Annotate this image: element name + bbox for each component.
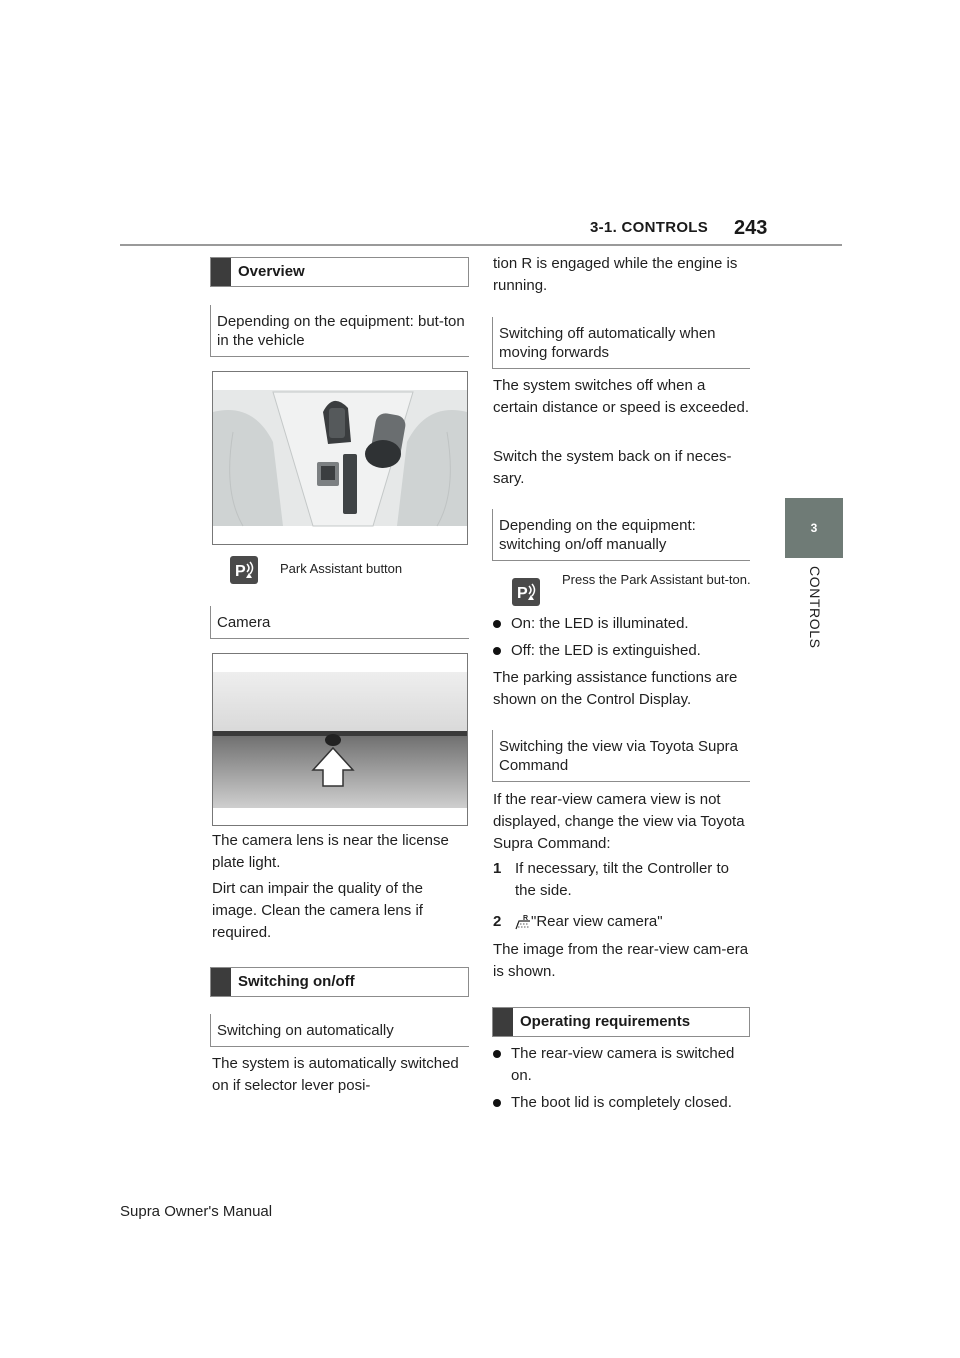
view-subheading: Switching the view via Toyota Supra Command (492, 730, 750, 782)
camera-paragraph-1: The camera lens is near the license plate light. (212, 832, 449, 871)
image-shown-paragraph: The image from the rear-view cam-era is shown. (493, 941, 749, 980)
requirement-1: The rear-view camera is switched on. (493, 1043, 751, 1087)
chapter-tab: 3 (785, 498, 843, 558)
bullet-on: On: the LED is illuminated. (493, 613, 751, 635)
step-2-number: 2 (493, 913, 502, 930)
bullet-dot (493, 620, 501, 628)
park-assist-icon (230, 556, 258, 584)
section-title: 3-1. CONTROLS (590, 219, 709, 236)
bullet-dot (493, 647, 501, 655)
console-drawing (213, 372, 467, 544)
press-caption: Press the Park Assistant but-ton. (562, 572, 751, 587)
auto-off-paragraph-2: Switch the system back on if neces-sary. (493, 448, 732, 487)
auto-on-paragraph: The system is automatically switched on if selector lever posi- (212, 1055, 459, 1094)
continued-paragraph: tion R is engaged while the engine is running. (493, 255, 738, 294)
camera-drawing (213, 654, 467, 825)
svg-text:P: P (517, 585, 528, 602)
camera-subheading: Camera (210, 606, 469, 639)
step-1-text: If necessary, tilt the Controller to the side. (515, 860, 729, 899)
svg-text:P: P (235, 563, 246, 580)
step-2 (493, 911, 751, 933)
step-1 (493, 858, 751, 902)
switching-heading: Switching on/off (210, 967, 469, 997)
camera-paragraph-2: Dirt can impair the quality of the image. Clean the camera lens if required. (212, 880, 423, 941)
park-assist-caption: Park Assistant button (280, 561, 403, 576)
requirement-2: The boot lid is completely closed. (493, 1092, 751, 1114)
bullet-dot (493, 1099, 501, 1107)
console-illustration (212, 371, 468, 545)
bullet-dot (493, 1050, 501, 1058)
overview-subheading: Depending on the equipment: but-ton in the vehicle (210, 305, 469, 357)
requirements-heading: Operating requirements (492, 1007, 750, 1037)
manual-subheading: Depending on the equipment: switching on/off manually (492, 509, 750, 561)
page-number: 243 (734, 217, 768, 239)
functions-paragraph: The parking assistance functions are shown on the Control Display. (493, 669, 738, 708)
park-assist-button-icon (512, 578, 540, 606)
camera-illustration (212, 653, 468, 826)
view-paragraph: If the rear-view camera view is not displayed, change the view via Toyota Supra Command: (493, 791, 745, 852)
header-rule (120, 244, 842, 246)
step-1-number: 1 (493, 860, 502, 877)
bullet-off: Off: the LED is extinguished. (493, 640, 751, 662)
auto-off-subheading: Switching off automatically when moving forwards (492, 317, 750, 369)
svg-text:R: R (523, 915, 529, 922)
overview-heading: Overview (210, 257, 469, 287)
auto-on-subheading: Switching on automatically (210, 1014, 469, 1047)
auto-off-paragraph-1: The system switches off when a certain distance or speed is exceeded. (493, 377, 749, 416)
chapter-label: CONTROLS (807, 566, 823, 649)
camera-view-icon (515, 913, 531, 931)
step-2-text: "Rear view camera" (531, 913, 663, 930)
footer-title: Supra Owner's Manual (120, 1203, 273, 1220)
